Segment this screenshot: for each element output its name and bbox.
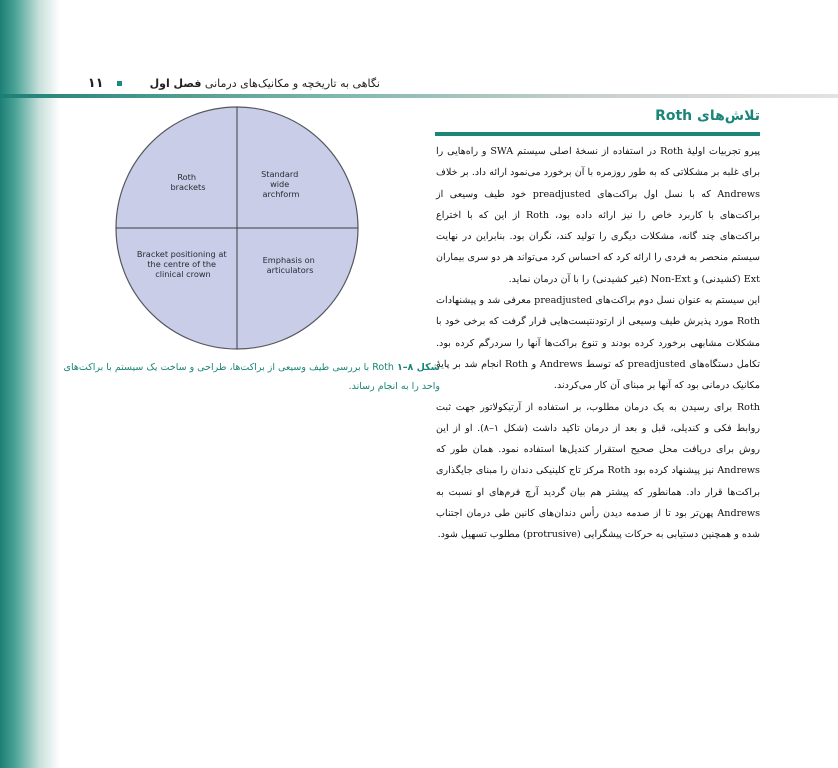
quadrant-bottom-right-label: Emphasis on articulators [262, 255, 315, 275]
section-title: تلاش‌های Roth [655, 108, 760, 124]
figure-caption-label: شکل ۸–۱ [396, 362, 440, 373]
quadrant-top-left-label: Roth brackets [170, 172, 206, 192]
figure-caption [60, 358, 440, 396]
figure-caption-text: Roth با بررسی طیف وسیعی از براکت‌ها، طراحی و ساخت یک سیستم با براکت‌های واحد را به انجام رساند. [63, 362, 440, 392]
running-head [60, 76, 380, 91]
quadrant-top-right-label: Standard wide archform [261, 169, 300, 199]
book-title: نگاهی به تاریخچه و مکانیک‌های درمانی [204, 77, 380, 90]
header-rule [0, 94, 838, 98]
quadrant-bottom-left-label: Bracket positioning at the centre of the clinical crown [136, 249, 227, 279]
figure-quadrant-diagram [113, 105, 361, 351]
paragraph: این سیستم به عنوان نسل دوم براکت‌های preadjusted معرفی شد و پیشنهادات Roth مورد پذیرش طیف وسیعی از ارتودنتیست‌هایی قرار گرفت که برخی خود با مشکلات مشابهی برخورد کرده بودند و تنوع براکت‌ها آنها را سردرگم کرده بود. تکامل دستگاه‌های preadjusted که توسط Andrews و Roth انجام شد بر پایهٔ مکانیک درمانی بود که آنها بر مبنای آن کار می‌کردند. [436, 295, 760, 392]
section-title-rule [435, 132, 760, 136]
paragraph: پیرو تجربیات اولیهٔ Roth در استفاده از نسخهٔ اصلی سیستم SWA و راه‌هایی را برای غلبه بر مشکلاتی که به طور روزمره با آن برخورد می‌نمود ارائه داد. بر خلاف Andrews که با نسل اول براکت‌های preadjusted خود طیف وسیعی از براکت‌های با کاربرد خاص را نیز ارائه داده بود، Roth از این که با اختراع براکت‌های چند گانه، مشکلات دیگری را تولید کند، نگران بود. بنابراین در نهایت سیستم منحصر به فردی را ارائه کرد که احساس کرد می‌تواند هر دو سری بیماران Ext (کشیدنی) و Non-Ext (غیر کشیدنی) را با آن درمان نماید. [436, 146, 761, 285]
chapter-label: فصل اول [149, 77, 202, 90]
square-bullet-icon [117, 81, 122, 86]
page-number: ۱۱ [87, 76, 104, 91]
paragraph: Roth برای رسیدن به یک درمان مطلوب، بر استفاده از آرتیکولاتور جهت ثبت روابط فکی و کندیلی، قبل و بعد از درمان تاکید داشت (شکل ۱–۸). او از این روش برای دریافت محل صحیح استقرار کندیل‌ها استفاده نمود. همان طور که Andrews نیز پیشنهاد کرده بود Roth مرکز تاج کلینیکی دندان را مبنای جایگذاری براکت‌ها قرار داد. همانطور که پیشتر هم بیان گردید آرچ فرم‌های او نسبت به Andrews پهن‌تر بود تا از صدمه دیدن رأس دندان‌های کانین طی درمان اجتناب شده و همچنین دستیابی به حرکات پیشگرایی (protrusive) مطلوب تسهیل شود. [436, 401, 760, 541]
body-text [436, 141, 760, 546]
left-margin-band [0, 0, 60, 768]
